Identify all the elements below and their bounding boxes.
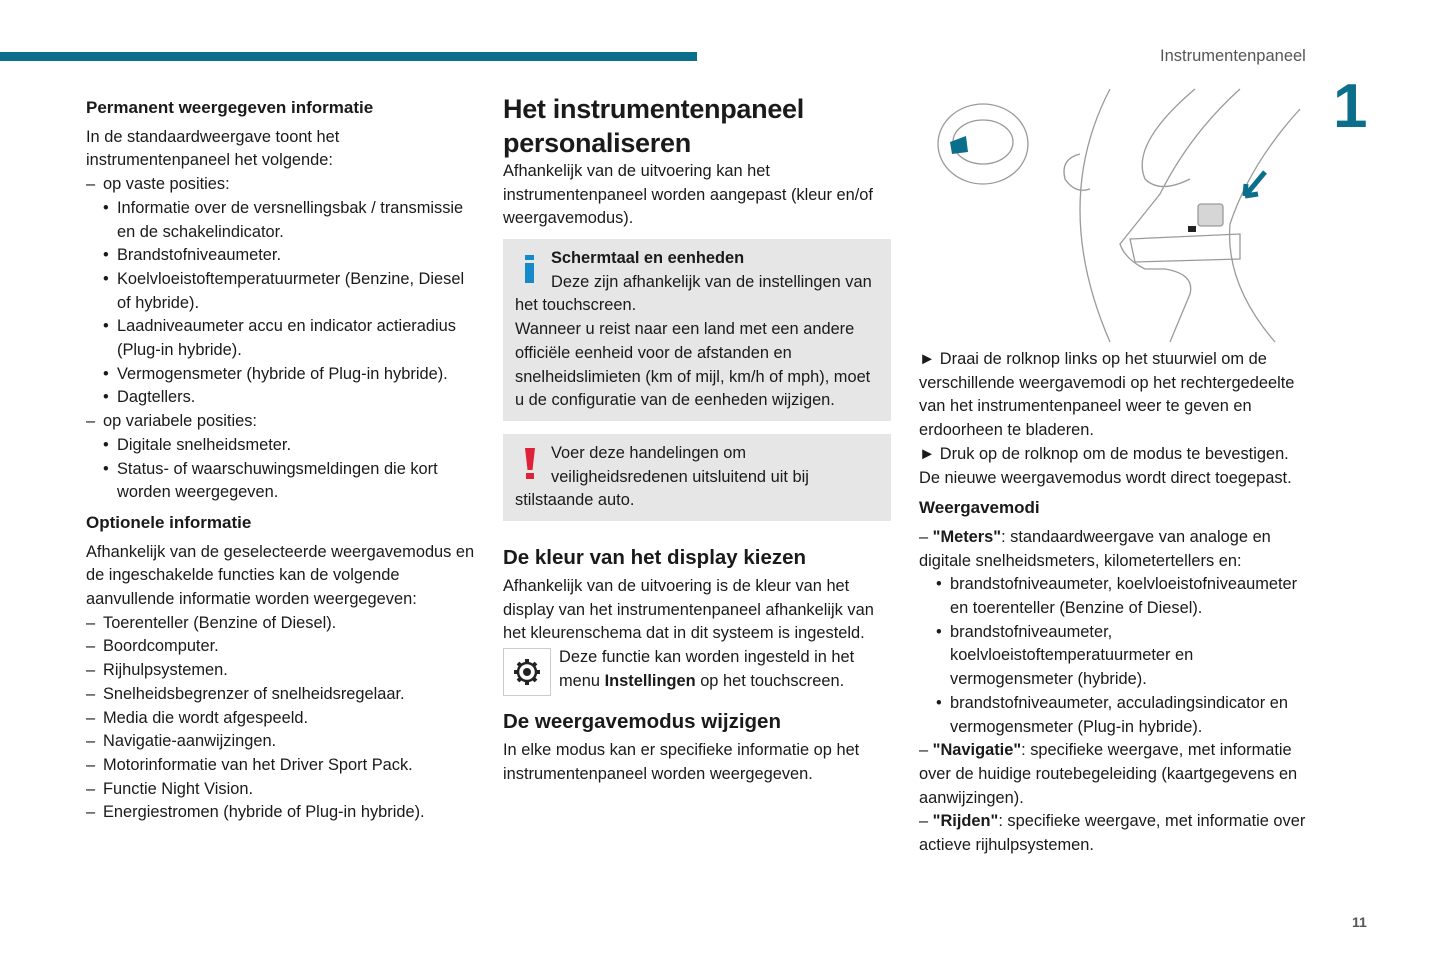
step-arrow-icon: ► (919, 444, 940, 463)
mode-description: : specifieke weergave, met informatie over de huidige routebegeleiding (kaartgegevens en aanwijzingen). (919, 741, 1298, 807)
mode-navigatie: – "Navigatie": specifieke weergave, met informatie over de huidige routebegeleiding (kaartgegevens en aanwijzingen). (919, 741, 1298, 807)
list-item: • Laadniveaumeter accu en indicator actieradius (Plug-in hybride). (86, 315, 476, 362)
list-item: – Motorinformatie van het Driver Sport Pack. (86, 754, 476, 778)
info-box-title: Schermtaal en eenheden (551, 249, 745, 267)
warning-box-text: Voer deze handelingen om veiligheidsredenen uitsluitend uit bij stilstaande auto. (515, 444, 809, 510)
after-steps-text: De nieuwe weergavemodus wordt direct toegepast. (919, 468, 1292, 487)
warning-exclamation-icon (515, 442, 551, 488)
section-title: Het instrumentenpaneel personaliseren (503, 94, 804, 158)
heading-optional-info: Optionele informatie (86, 512, 252, 532)
list-item: • brandstofniveaumeter, koelvloeistoftemperatuurmeter en vermogensmeter (hybride). (919, 621, 1309, 692)
optional-items-list (86, 612, 476, 825)
heading-display-modes: Weergavemodi (919, 498, 1040, 518)
step-1-text: Draai de rolknop links op het stuurwiel om de verschillende weergavemodi op het rechtergedeelte van het instrumentenpaneel weer te geven en erdoorheen te bladeren. (919, 350, 1295, 440)
list-item: • Brandstofniveaumeter. (86, 244, 476, 268)
list-item: – Snelheidsbegrenzer of snelheidsregelaar. (86, 683, 476, 707)
optional-intro: Afhankelijk van de geselecteerde weergavemodus en de ingeschakelde functies kan de volgende aanvullende informatie worden weergegeven: (86, 542, 475, 609)
settings-note (503, 646, 893, 693)
list-item: • brandstofniveaumeter, koelvloeistofniveaumeter en toerenteller (Benzine of Diesel). (919, 573, 1309, 620)
display-mode-text: In elke modus kan er specifieke informatie op het instrumentenpaneel worden weergegeven. (503, 741, 860, 783)
step-arrow-icon: ► (919, 350, 940, 368)
list-item: – Functie Night Vision. (86, 778, 476, 802)
info-box-text-1: Deze zijn afhankelijk van de instellingen van het touchscreen. (515, 272, 872, 315)
mode-rijden: – "Rijden": specifieke weergave, met informatie over actieve rijhulpsystemen. (919, 812, 1306, 855)
list-item: • Digitale snelheidsmeter. (86, 434, 476, 458)
fixed-items-list (86, 197, 476, 410)
meters-items-list (919, 573, 1309, 739)
variable-items-list (86, 434, 476, 505)
list-item: – Rijhulpsystemen. (86, 659, 476, 683)
info-icon (515, 247, 551, 293)
mode-name: "Navigatie" (932, 741, 1022, 760)
chapter-number: 1 (1333, 72, 1368, 141)
mode-description: : standaardweergave van analoge en digitale snelheidsmeters, kilometertellers en: (919, 527, 1271, 570)
list-item: • Status- of waarschuwingsmeldingen die kort worden weergegeven. (86, 458, 476, 505)
display-color-text: Afhankelijk van de uitvoering is de kleur van het display van het instrumentenpaneel afhankelijk van het kleurenschema dat in dit systeem is ingesteld. (503, 577, 874, 643)
list-item: – Navigatie-aanwijzingen. (86, 730, 476, 754)
settings-gear-icon (503, 648, 551, 696)
intro-text: In de standaardweergave toont het instrumentenpaneel het volgende: (86, 127, 340, 170)
mode-description: : specifieke weergave, met informatie over actieve rijhulpsystemen. (919, 812, 1306, 855)
list-item: • brandstofniveaumeter, acculadingsindicator en vermogensmeter (Plug-in hybride). (919, 692, 1309, 739)
list-item: • Informatie over de versnellingsbak / transmissie en de schakelindicator. (86, 197, 476, 244)
list-item: • Vermogensmeter (hybride of Plug-in hybride). (86, 363, 476, 387)
info-box-text-2: Wanneer u reist naar een land met een andere officiële eenheid voor de afstanden en snelheidslimieten (km of mijl, km/h of mph), moet u de configuratie van de eenheden wijzigen. (515, 320, 871, 410)
list-item: • Dagtellers. (86, 386, 476, 410)
step-1 (919, 348, 1309, 443)
settings-note-post: op het touchscreen. (695, 671, 845, 690)
list-item: • Koelvloeistoftemperatuurmeter (Benzine, Diesel of hybride). (86, 268, 476, 315)
list-item: – Energiestromen (hybride of Plug-in hybride). (86, 801, 476, 825)
mode-name: "Meters" (932, 527, 1002, 546)
heading-display-mode: De weergavemodus wijzigen (503, 710, 781, 734)
variable-positions-label: – op variabele posities: (86, 410, 476, 434)
list-item: – Toerenteller (Benzine of Diesel). (86, 612, 476, 636)
running-title: Instrumentenpaneel (1160, 47, 1306, 65)
personalise-intro: Afhankelijk van de uitvoering kan het instrumentenpaneel worden aangepast (kleur en/of weergavemodus). (503, 162, 873, 228)
column-1 (86, 96, 476, 825)
info-box (503, 239, 891, 421)
heading-permanent-info: Permanent weergegeven informatie (86, 98, 374, 117)
mode-name: "Rijden" (932, 812, 999, 831)
steering-wheel-illustration (930, 84, 1310, 346)
column-3 (919, 348, 1309, 858)
step-2 (919, 443, 1309, 467)
header-accent-bar (0, 52, 697, 61)
mode-meters: – "Meters": standaardweergave van analoge en digitale snelheidsmeters, kilometertellers en: (919, 527, 1271, 570)
step-2-text: Druk op de rolknop om de modus te bevestigen. (939, 444, 1289, 463)
fixed-positions-label: – op vaste posities: (86, 173, 476, 197)
column-2-lower (503, 544, 893, 787)
settings-note-pre: Deze functie kan worden ingesteld in het menu (559, 648, 855, 690)
page-number: 11 (1352, 914, 1367, 930)
warning-box (503, 434, 891, 521)
column-2 (503, 92, 893, 231)
settings-menu-name: Instellingen (604, 671, 696, 690)
list-item: – Boordcomputer. (86, 635, 476, 659)
list-item: – Media die wordt afgespeeld. (86, 707, 476, 731)
heading-display-color: De kleur van het display kiezen (503, 546, 807, 569)
